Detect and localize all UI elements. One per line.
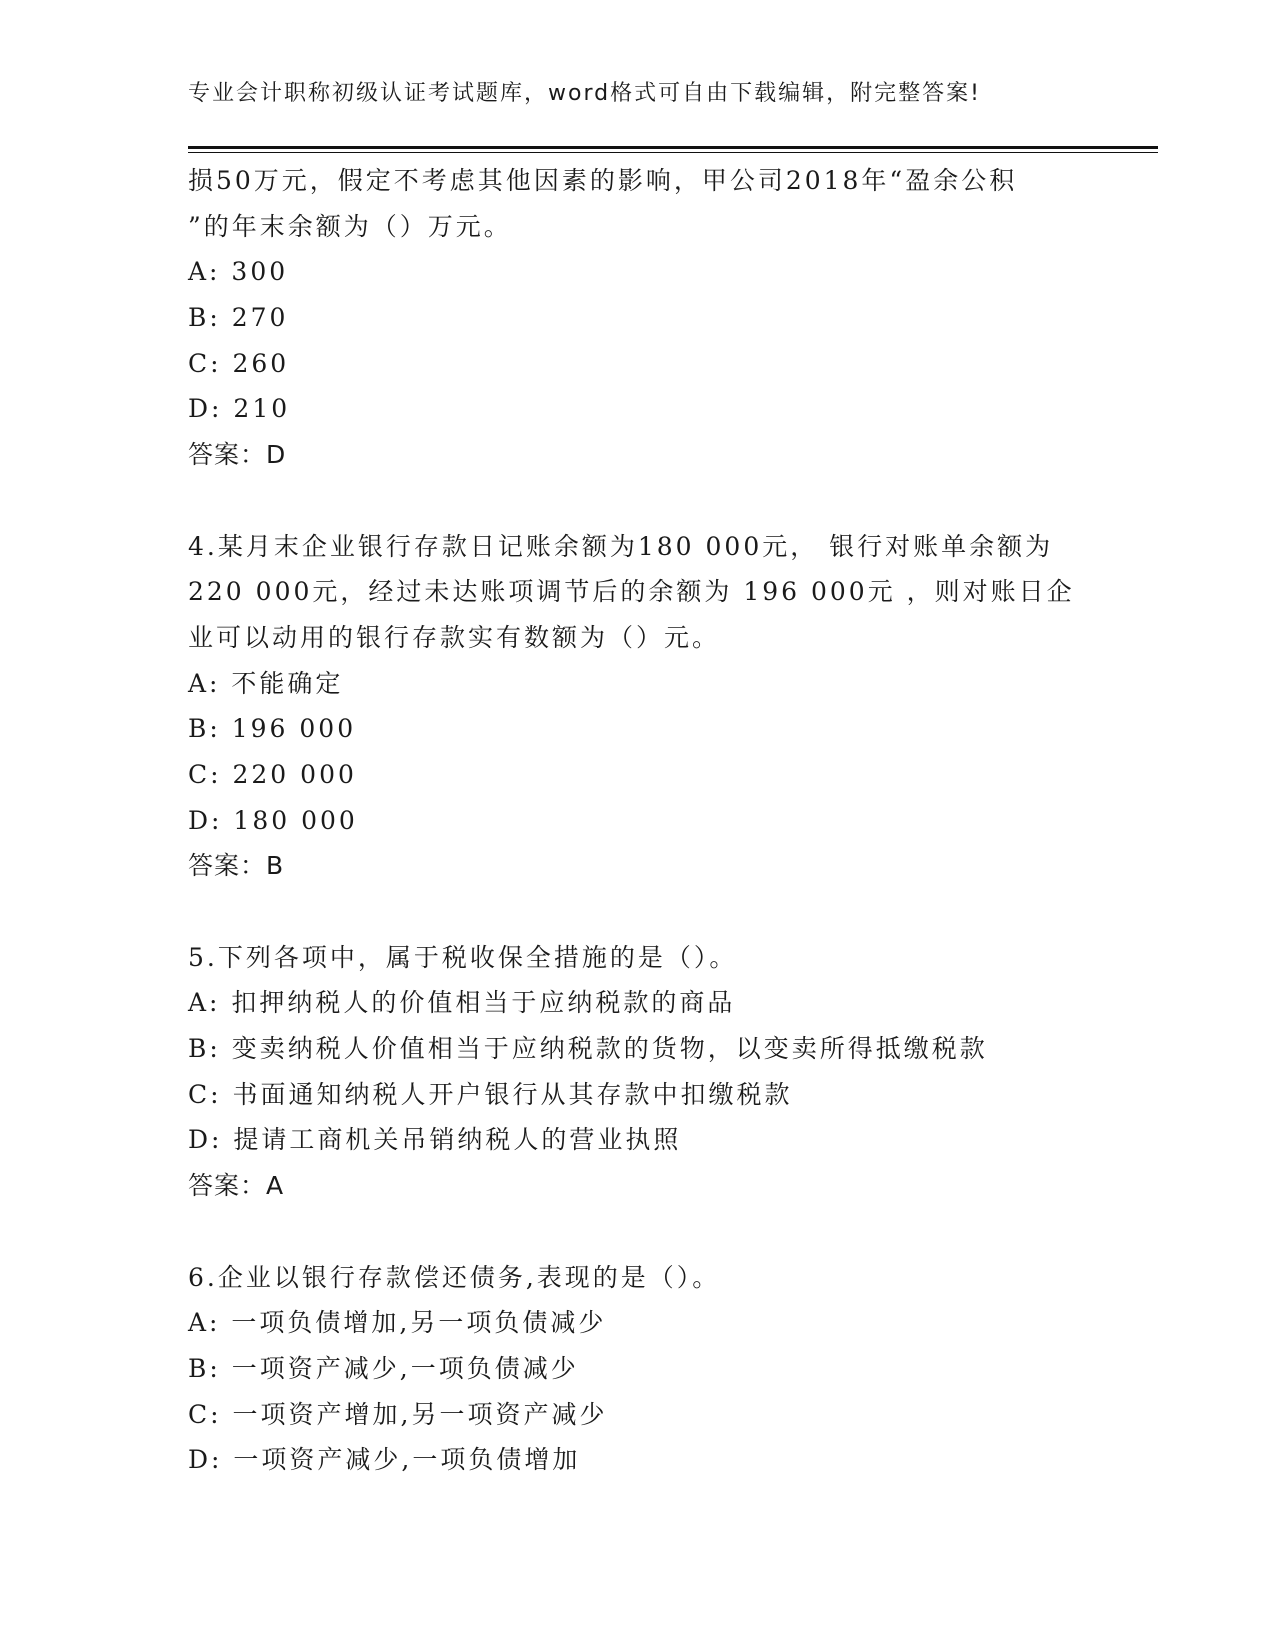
- page-header: 专业会计职称初级认证考试题库，word格式可自由下载编辑，附完整答案!: [188, 81, 981, 106]
- option-b: B: 270: [188, 303, 289, 333]
- option-b: B: 一项资产减少,一项负债减少: [188, 1353, 579, 1383]
- question-text-line: 220 000元，经过未达账项调节后的余额为 196 000元 ，则对账日企: [188, 577, 1075, 607]
- option-c: C: 一项资产增加,另一项资产减少: [188, 1399, 608, 1429]
- spacer: [188, 478, 1088, 524]
- spacer: [188, 889, 1088, 935]
- option-a: A: 300: [188, 257, 289, 287]
- header-rule-thin: [188, 152, 1158, 153]
- option-d: D: 180 000: [188, 805, 358, 835]
- option-c: C: 260: [188, 348, 290, 378]
- option-a: A: 一项负债增加,另一项负债减少: [188, 1308, 607, 1338]
- option-c: C: 220 000: [188, 759, 357, 789]
- spacer: [188, 1209, 1088, 1255]
- option-d: D: 210: [188, 394, 291, 424]
- header-rule-thick: [188, 146, 1158, 149]
- question-text-line: 5.下列各项中，属于税收保全措施的是（）。: [188, 942, 738, 972]
- question-text-line: ”的年末余额为（）万元。: [188, 211, 512, 241]
- question-4: [188, 524, 1088, 890]
- question-text-line: 损50万元，假定不考虑其他因素的影响，甲公司2018年“盈余公积: [188, 166, 1018, 195]
- option-c: C: 书面通知纳税人开户银行从其存款中扣缴税款: [188, 1079, 793, 1109]
- question-text-line: 业可以动用的银行存款实有数额为（）元。: [188, 622, 721, 652]
- option-a: A: 不能确定: [188, 668, 344, 698]
- option-a: A: 扣押纳税人的价值相当于应纳税款的商品: [188, 988, 736, 1018]
- option-b: B: 变卖纳税人价值相当于应纳税款的货物，以变卖所得抵缴税款: [188, 1034, 988, 1064]
- question-text-line: 6.企业以银行存款偿还债务,表现的是（）。: [188, 1262, 721, 1292]
- answer: 答案：B: [188, 851, 285, 881]
- answer: 答案：A: [188, 1171, 285, 1201]
- question-3: [188, 158, 1088, 478]
- answer: 答案：D: [188, 440, 287, 470]
- option-d: D: 一项资产减少,一项负债增加: [188, 1445, 581, 1475]
- question-6: [188, 1255, 1088, 1483]
- option-d: D: 提请工商机关吊销纳税人的营业执照: [188, 1125, 682, 1155]
- question-5: [188, 935, 1088, 1209]
- option-b: B: 196 000: [188, 714, 357, 744]
- question-text-line: 4.某月末企业银行存款日记账余额为180 000元， 银行对账单余额为: [188, 531, 1054, 561]
- question-content: [188, 158, 1088, 1483]
